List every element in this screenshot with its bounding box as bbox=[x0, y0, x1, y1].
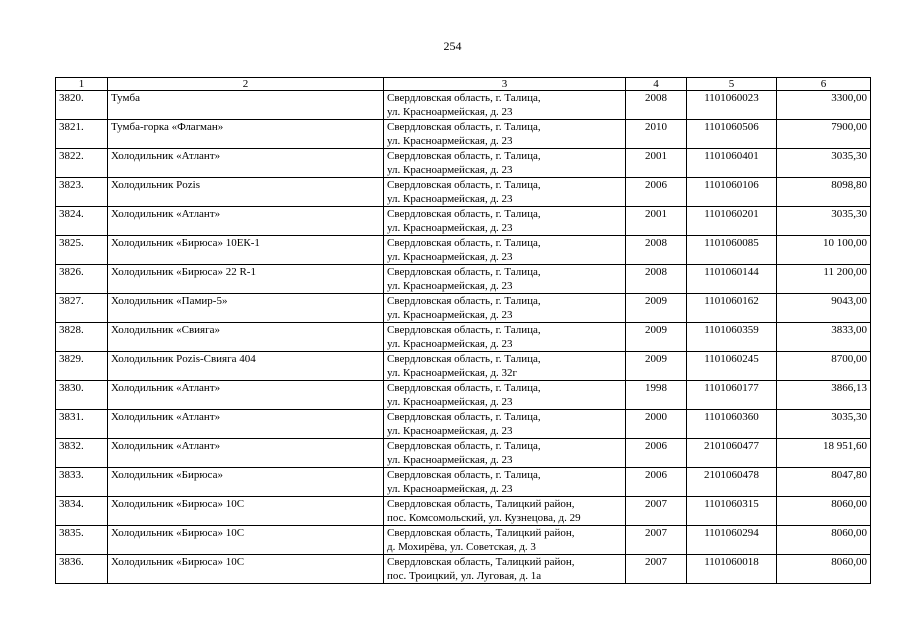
row-number-text: 3833. bbox=[59, 469, 84, 481]
cost-cell bbox=[777, 294, 871, 323]
table-row bbox=[56, 236, 871, 265]
item-name-text: Холодильник «Бирюса» 22 R-1 bbox=[111, 266, 256, 278]
cost-text: 18 951,60 bbox=[823, 440, 867, 452]
row-number-text: 3836. bbox=[59, 556, 84, 568]
year-text: 2000 bbox=[645, 411, 667, 423]
cost-cell bbox=[777, 265, 871, 294]
inventory-number-cell bbox=[687, 381, 777, 410]
inventory-number-text: 1101060294 bbox=[704, 527, 759, 539]
inventory-number-text: 1101060359 bbox=[704, 324, 759, 336]
cost-cell bbox=[777, 149, 871, 178]
address-cell bbox=[384, 120, 626, 149]
item-name-cell bbox=[108, 410, 384, 439]
address-cell bbox=[384, 323, 626, 352]
address-line-2: ул. Красноармейская, д. 23 bbox=[387, 193, 513, 205]
address-cell bbox=[384, 381, 626, 410]
inventory-number-text: 1101060201 bbox=[704, 208, 759, 220]
row-number-text: 3830. bbox=[59, 382, 84, 394]
item-name-cell bbox=[108, 265, 384, 294]
year-text: 2001 bbox=[645, 208, 667, 220]
year-text: 1998 bbox=[645, 382, 667, 394]
address-cell bbox=[384, 497, 626, 526]
row-number-cell bbox=[56, 555, 108, 584]
cost-text: 10 100,00 bbox=[823, 237, 867, 249]
year-text: 2009 bbox=[645, 295, 667, 307]
cost-cell bbox=[777, 120, 871, 149]
row-number-cell bbox=[56, 265, 108, 294]
address-cell bbox=[384, 352, 626, 381]
row-number-text: 3831. bbox=[59, 411, 84, 423]
address-line-1: Свердловская область, г. Талица, bbox=[387, 92, 541, 104]
item-name-cell bbox=[108, 323, 384, 352]
header-cell: 6 bbox=[777, 78, 871, 91]
year-cell bbox=[626, 91, 687, 120]
address-line-1: Свердловская область, Талицкий район, bbox=[387, 556, 575, 568]
address-cell bbox=[384, 439, 626, 468]
row-number-text: 3826. bbox=[59, 266, 84, 278]
year-cell bbox=[626, 323, 687, 352]
row-number-cell bbox=[56, 352, 108, 381]
item-name-cell bbox=[108, 352, 384, 381]
year-text: 2006 bbox=[645, 179, 667, 191]
address-cell bbox=[384, 294, 626, 323]
cost-cell bbox=[777, 381, 871, 410]
item-name-cell bbox=[108, 178, 384, 207]
table-row bbox=[56, 381, 871, 410]
cost-text: 3833,00 bbox=[831, 324, 867, 336]
row-number-cell bbox=[56, 294, 108, 323]
year-cell bbox=[626, 149, 687, 178]
address-line-1: Свердловская область, г. Талица, bbox=[387, 353, 541, 365]
item-name-cell bbox=[108, 149, 384, 178]
item-name-text: Холодильник «Бирюса» 10С bbox=[111, 556, 245, 568]
inventory-number-cell bbox=[687, 497, 777, 526]
address-line-2: ул. Красноармейская, д. 32г bbox=[387, 367, 518, 379]
inventory-number-cell bbox=[687, 149, 777, 178]
address-cell bbox=[384, 526, 626, 555]
inventory-number-text: 1101060085 bbox=[704, 237, 759, 249]
row-number-cell bbox=[56, 410, 108, 439]
address-line-2: ул. Красноармейская, д. 23 bbox=[387, 164, 513, 176]
cost-text: 3866,13 bbox=[831, 382, 867, 394]
year-cell bbox=[626, 468, 687, 497]
item-name-text: Холодильник Pozis bbox=[111, 179, 200, 191]
address-line-1: Свердловская область, г. Талица, bbox=[387, 150, 541, 162]
year-text: 2007 bbox=[645, 498, 667, 510]
table-row bbox=[56, 265, 871, 294]
address-line-1: Свердловская область, Талицкий район, bbox=[387, 498, 575, 510]
row-number-cell bbox=[56, 178, 108, 207]
year-cell bbox=[626, 236, 687, 265]
address-line-1: Свердловская область, г. Талица, bbox=[387, 237, 541, 249]
inventory-number-cell bbox=[687, 91, 777, 120]
inventory-number-cell bbox=[687, 294, 777, 323]
cost-cell bbox=[777, 178, 871, 207]
row-number-text: 3828. bbox=[59, 324, 84, 336]
address-line-1: Свердловская область, г. Талица, bbox=[387, 121, 541, 133]
address-cell bbox=[384, 410, 626, 439]
year-cell bbox=[626, 381, 687, 410]
address-cell bbox=[384, 149, 626, 178]
inventory-number-cell bbox=[687, 323, 777, 352]
row-number-cell bbox=[56, 236, 108, 265]
cost-text: 8098,80 bbox=[831, 179, 867, 191]
cost-text: 3035,30 bbox=[831, 411, 867, 423]
table-row bbox=[56, 323, 871, 352]
header-cell: 3 bbox=[384, 78, 626, 91]
address-cell bbox=[384, 265, 626, 294]
year-text: 2008 bbox=[645, 92, 667, 104]
table-row bbox=[56, 497, 871, 526]
address-line-1: Свердловская область, г. Талица, bbox=[387, 208, 541, 220]
cost-cell bbox=[777, 468, 871, 497]
inventory-number-text: 1101060245 bbox=[704, 353, 759, 365]
year-cell bbox=[626, 294, 687, 323]
address-line-2: ул. Красноармейская, д. 23 bbox=[387, 454, 513, 466]
address-line-2: ул. Красноармейская, д. 23 bbox=[387, 106, 513, 118]
address-line-2: д. Мохирёва, ул. Советская, д. 3 bbox=[387, 541, 536, 553]
year-text: 2007 bbox=[645, 527, 667, 539]
row-number-cell bbox=[56, 323, 108, 352]
cost-cell bbox=[777, 526, 871, 555]
cost-text: 3300,00 bbox=[831, 92, 867, 104]
year-text: 2010 bbox=[645, 121, 667, 133]
cost-text: 8060,00 bbox=[831, 498, 867, 510]
inventory-number-cell bbox=[687, 236, 777, 265]
inventory-number-text: 1101060018 bbox=[704, 556, 759, 568]
inventory-number-text: 1101060360 bbox=[704, 411, 759, 423]
address-line-2: ул. Красноармейская, д. 23 bbox=[387, 309, 513, 321]
address-line-1: Свердловская область, г. Талица, bbox=[387, 411, 541, 423]
cost-cell bbox=[777, 236, 871, 265]
year-cell bbox=[626, 439, 687, 468]
cost-cell bbox=[777, 352, 871, 381]
property-registry-table bbox=[55, 77, 871, 584]
inventory-number-text: 1101060177 bbox=[704, 382, 759, 394]
address-line-2: пос. Троицкий, ул. Луговая, д. 1а bbox=[387, 570, 542, 582]
address-line-1: Свердловская область, г. Талица, bbox=[387, 324, 541, 336]
cost-cell bbox=[777, 497, 871, 526]
year-cell bbox=[626, 410, 687, 439]
item-name-text: Холодильник «Бирюса» 10С bbox=[111, 527, 245, 539]
table-row bbox=[56, 91, 871, 120]
item-name-text: Холодильник «Памир-5» bbox=[111, 295, 228, 307]
table-row bbox=[56, 555, 871, 584]
item-name-cell bbox=[108, 294, 384, 323]
year-text: 2008 bbox=[645, 266, 667, 278]
table-header-row bbox=[56, 78, 871, 91]
address-line-2: пос. Комсомольский, ул. Кузнецова, д. 29 bbox=[387, 512, 581, 524]
item-name-cell bbox=[108, 91, 384, 120]
row-number-text: 3829. bbox=[59, 353, 84, 365]
address-line-1: Свердловская область, г. Талица, bbox=[387, 179, 541, 191]
address-line-2: ул. Красноармейская, д. 23 bbox=[387, 280, 513, 292]
row-number-text: 3832. bbox=[59, 440, 84, 452]
item-name-text: Холодильник «Атлант» bbox=[111, 411, 221, 423]
address-line-1: Свердловская область, Талицкий район, bbox=[387, 527, 575, 539]
inventory-number-cell bbox=[687, 555, 777, 584]
cost-text: 9043,00 bbox=[831, 295, 867, 307]
item-name-text: Холодильник «Бирюса» 10ЕК-1 bbox=[111, 237, 260, 249]
row-number-text: 3835. bbox=[59, 527, 84, 539]
cost-text: 3035,30 bbox=[831, 150, 867, 162]
year-text: 2009 bbox=[645, 353, 667, 365]
year-cell bbox=[626, 178, 687, 207]
item-name-cell bbox=[108, 381, 384, 410]
item-name-text: Тумба-горка «Флагман» bbox=[111, 121, 224, 133]
cost-text: 8060,00 bbox=[831, 527, 867, 539]
inventory-number-cell bbox=[687, 439, 777, 468]
inventory-number-cell bbox=[687, 410, 777, 439]
year-cell bbox=[626, 526, 687, 555]
year-text: 2006 bbox=[645, 440, 667, 452]
inventory-number-text: 1101060162 bbox=[704, 295, 759, 307]
address-line-2: ул. Красноармейская, д. 23 bbox=[387, 251, 513, 263]
address-line-2: ул. Красноармейская, д. 23 bbox=[387, 483, 513, 495]
address-line-1: Свердловская область, г. Талица, bbox=[387, 382, 541, 394]
address-line-2: ул. Красноармейская, д. 23 bbox=[387, 222, 513, 234]
inventory-number-cell bbox=[687, 352, 777, 381]
year-cell bbox=[626, 352, 687, 381]
row-number-text: 3821. bbox=[59, 121, 84, 133]
row-number-cell bbox=[56, 381, 108, 410]
year-text: 2001 bbox=[645, 150, 667, 162]
item-name-cell bbox=[108, 439, 384, 468]
item-name-cell bbox=[108, 468, 384, 497]
cost-text: 8060,00 bbox=[831, 556, 867, 568]
year-cell bbox=[626, 497, 687, 526]
cost-cell bbox=[777, 555, 871, 584]
inventory-number-text: 2101060478 bbox=[704, 469, 759, 481]
address-line-1: Свердловская область, г. Талица, bbox=[387, 440, 541, 452]
item-name-text: Холодильник «Атлант» bbox=[111, 382, 221, 394]
cost-text: 8700,00 bbox=[831, 353, 867, 365]
item-name-cell bbox=[108, 120, 384, 149]
item-name-text: Холодильник Pozis-Свияга 404 bbox=[111, 353, 256, 365]
table-row bbox=[56, 439, 871, 468]
address-cell bbox=[384, 178, 626, 207]
inventory-number-cell bbox=[687, 178, 777, 207]
item-name-text: Холодильник «Атлант» bbox=[111, 150, 221, 162]
row-number-text: 3834. bbox=[59, 498, 84, 510]
item-name-cell bbox=[108, 526, 384, 555]
table-row bbox=[56, 468, 871, 497]
cost-text: 3035,30 bbox=[831, 208, 867, 220]
item-name-text: Холодильник «Бирюса» 10С bbox=[111, 498, 245, 510]
address-cell bbox=[384, 468, 626, 497]
item-name-cell bbox=[108, 555, 384, 584]
row-number-text: 3823. bbox=[59, 179, 84, 191]
inventory-number-text: 1101060315 bbox=[704, 498, 759, 510]
inventory-number-text: 2101060477 bbox=[704, 440, 759, 452]
cost-cell bbox=[777, 207, 871, 236]
item-name-cell bbox=[108, 497, 384, 526]
item-name-text: Тумба bbox=[111, 92, 140, 104]
year-cell bbox=[626, 555, 687, 584]
item-name-cell bbox=[108, 236, 384, 265]
address-cell bbox=[384, 91, 626, 120]
address-line-2: ул. Красноармейская, д. 23 bbox=[387, 135, 513, 147]
address-line-1: Свердловская область, г. Талица, bbox=[387, 469, 541, 481]
item-name-text: Холодильник «Атлант» bbox=[111, 440, 221, 452]
inventory-number-text: 1101060106 bbox=[704, 179, 759, 191]
inventory-number-cell bbox=[687, 207, 777, 236]
row-number-cell bbox=[56, 120, 108, 149]
inventory-number-text: 1101060506 bbox=[704, 121, 759, 133]
year-cell bbox=[626, 207, 687, 236]
row-number-text: 3824. bbox=[59, 208, 84, 220]
inventory-number-cell bbox=[687, 526, 777, 555]
header-cell: 1 bbox=[56, 78, 108, 91]
row-number-text: 3820. bbox=[59, 92, 84, 104]
address-line-1: Свердловская область, г. Талица, bbox=[387, 295, 541, 307]
table-row bbox=[56, 410, 871, 439]
cost-cell bbox=[777, 91, 871, 120]
header-cell: 5 bbox=[687, 78, 777, 91]
inventory-number-cell bbox=[687, 265, 777, 294]
cost-text: 7900,00 bbox=[831, 121, 867, 133]
cost-cell bbox=[777, 439, 871, 468]
header-cell: 2 bbox=[108, 78, 384, 91]
row-number-text: 3822. bbox=[59, 150, 84, 162]
inventory-number-cell bbox=[687, 468, 777, 497]
row-number-cell bbox=[56, 91, 108, 120]
year-cell bbox=[626, 265, 687, 294]
year-text: 2008 bbox=[645, 237, 667, 249]
page-number: 254 bbox=[443, 39, 462, 53]
item-name-cell bbox=[108, 207, 384, 236]
row-number-text: 3825. bbox=[59, 237, 84, 249]
header-cell: 4 bbox=[626, 78, 687, 91]
inventory-number-cell bbox=[687, 120, 777, 149]
inventory-number-text: 1101060401 bbox=[704, 150, 759, 162]
item-name-text: Холодильник «Бирюса» bbox=[111, 469, 223, 481]
table-row bbox=[56, 178, 871, 207]
row-number-cell bbox=[56, 526, 108, 555]
address-line-2: ул. Красноармейская, д. 23 bbox=[387, 396, 513, 408]
address-line-2: ул. Красноармейская, д. 23 bbox=[387, 425, 513, 437]
address-line-2: ул. Красноармейская, д. 23 bbox=[387, 338, 513, 350]
year-text: 2009 bbox=[645, 324, 667, 336]
address-cell bbox=[384, 236, 626, 265]
cost-cell bbox=[777, 410, 871, 439]
year-text: 2006 bbox=[645, 469, 667, 481]
item-name-text: Холодильник «Свияга» bbox=[111, 324, 221, 336]
address-cell bbox=[384, 207, 626, 236]
cost-cell bbox=[777, 323, 871, 352]
table-row bbox=[56, 352, 871, 381]
inventory-number-text: 1101060023 bbox=[704, 92, 759, 104]
row-number-cell bbox=[56, 497, 108, 526]
table-row bbox=[56, 294, 871, 323]
item-name-text: Холодильник «Атлант» bbox=[111, 208, 221, 220]
cost-text: 11 200,00 bbox=[823, 266, 867, 278]
row-number-text: 3827. bbox=[59, 295, 84, 307]
row-number-cell bbox=[56, 468, 108, 497]
row-number-cell bbox=[56, 207, 108, 236]
cost-text: 8047,80 bbox=[831, 469, 867, 481]
row-number-cell bbox=[56, 149, 108, 178]
table-row bbox=[56, 149, 871, 178]
table-row bbox=[56, 207, 871, 236]
row-number-cell bbox=[56, 439, 108, 468]
table-row bbox=[56, 120, 871, 149]
address-line-1: Свердловская область, г. Талица, bbox=[387, 266, 541, 278]
table-row bbox=[56, 526, 871, 555]
address-cell bbox=[384, 555, 626, 584]
year-cell bbox=[626, 120, 687, 149]
year-text: 2007 bbox=[645, 556, 667, 568]
inventory-number-text: 1101060144 bbox=[704, 266, 759, 278]
